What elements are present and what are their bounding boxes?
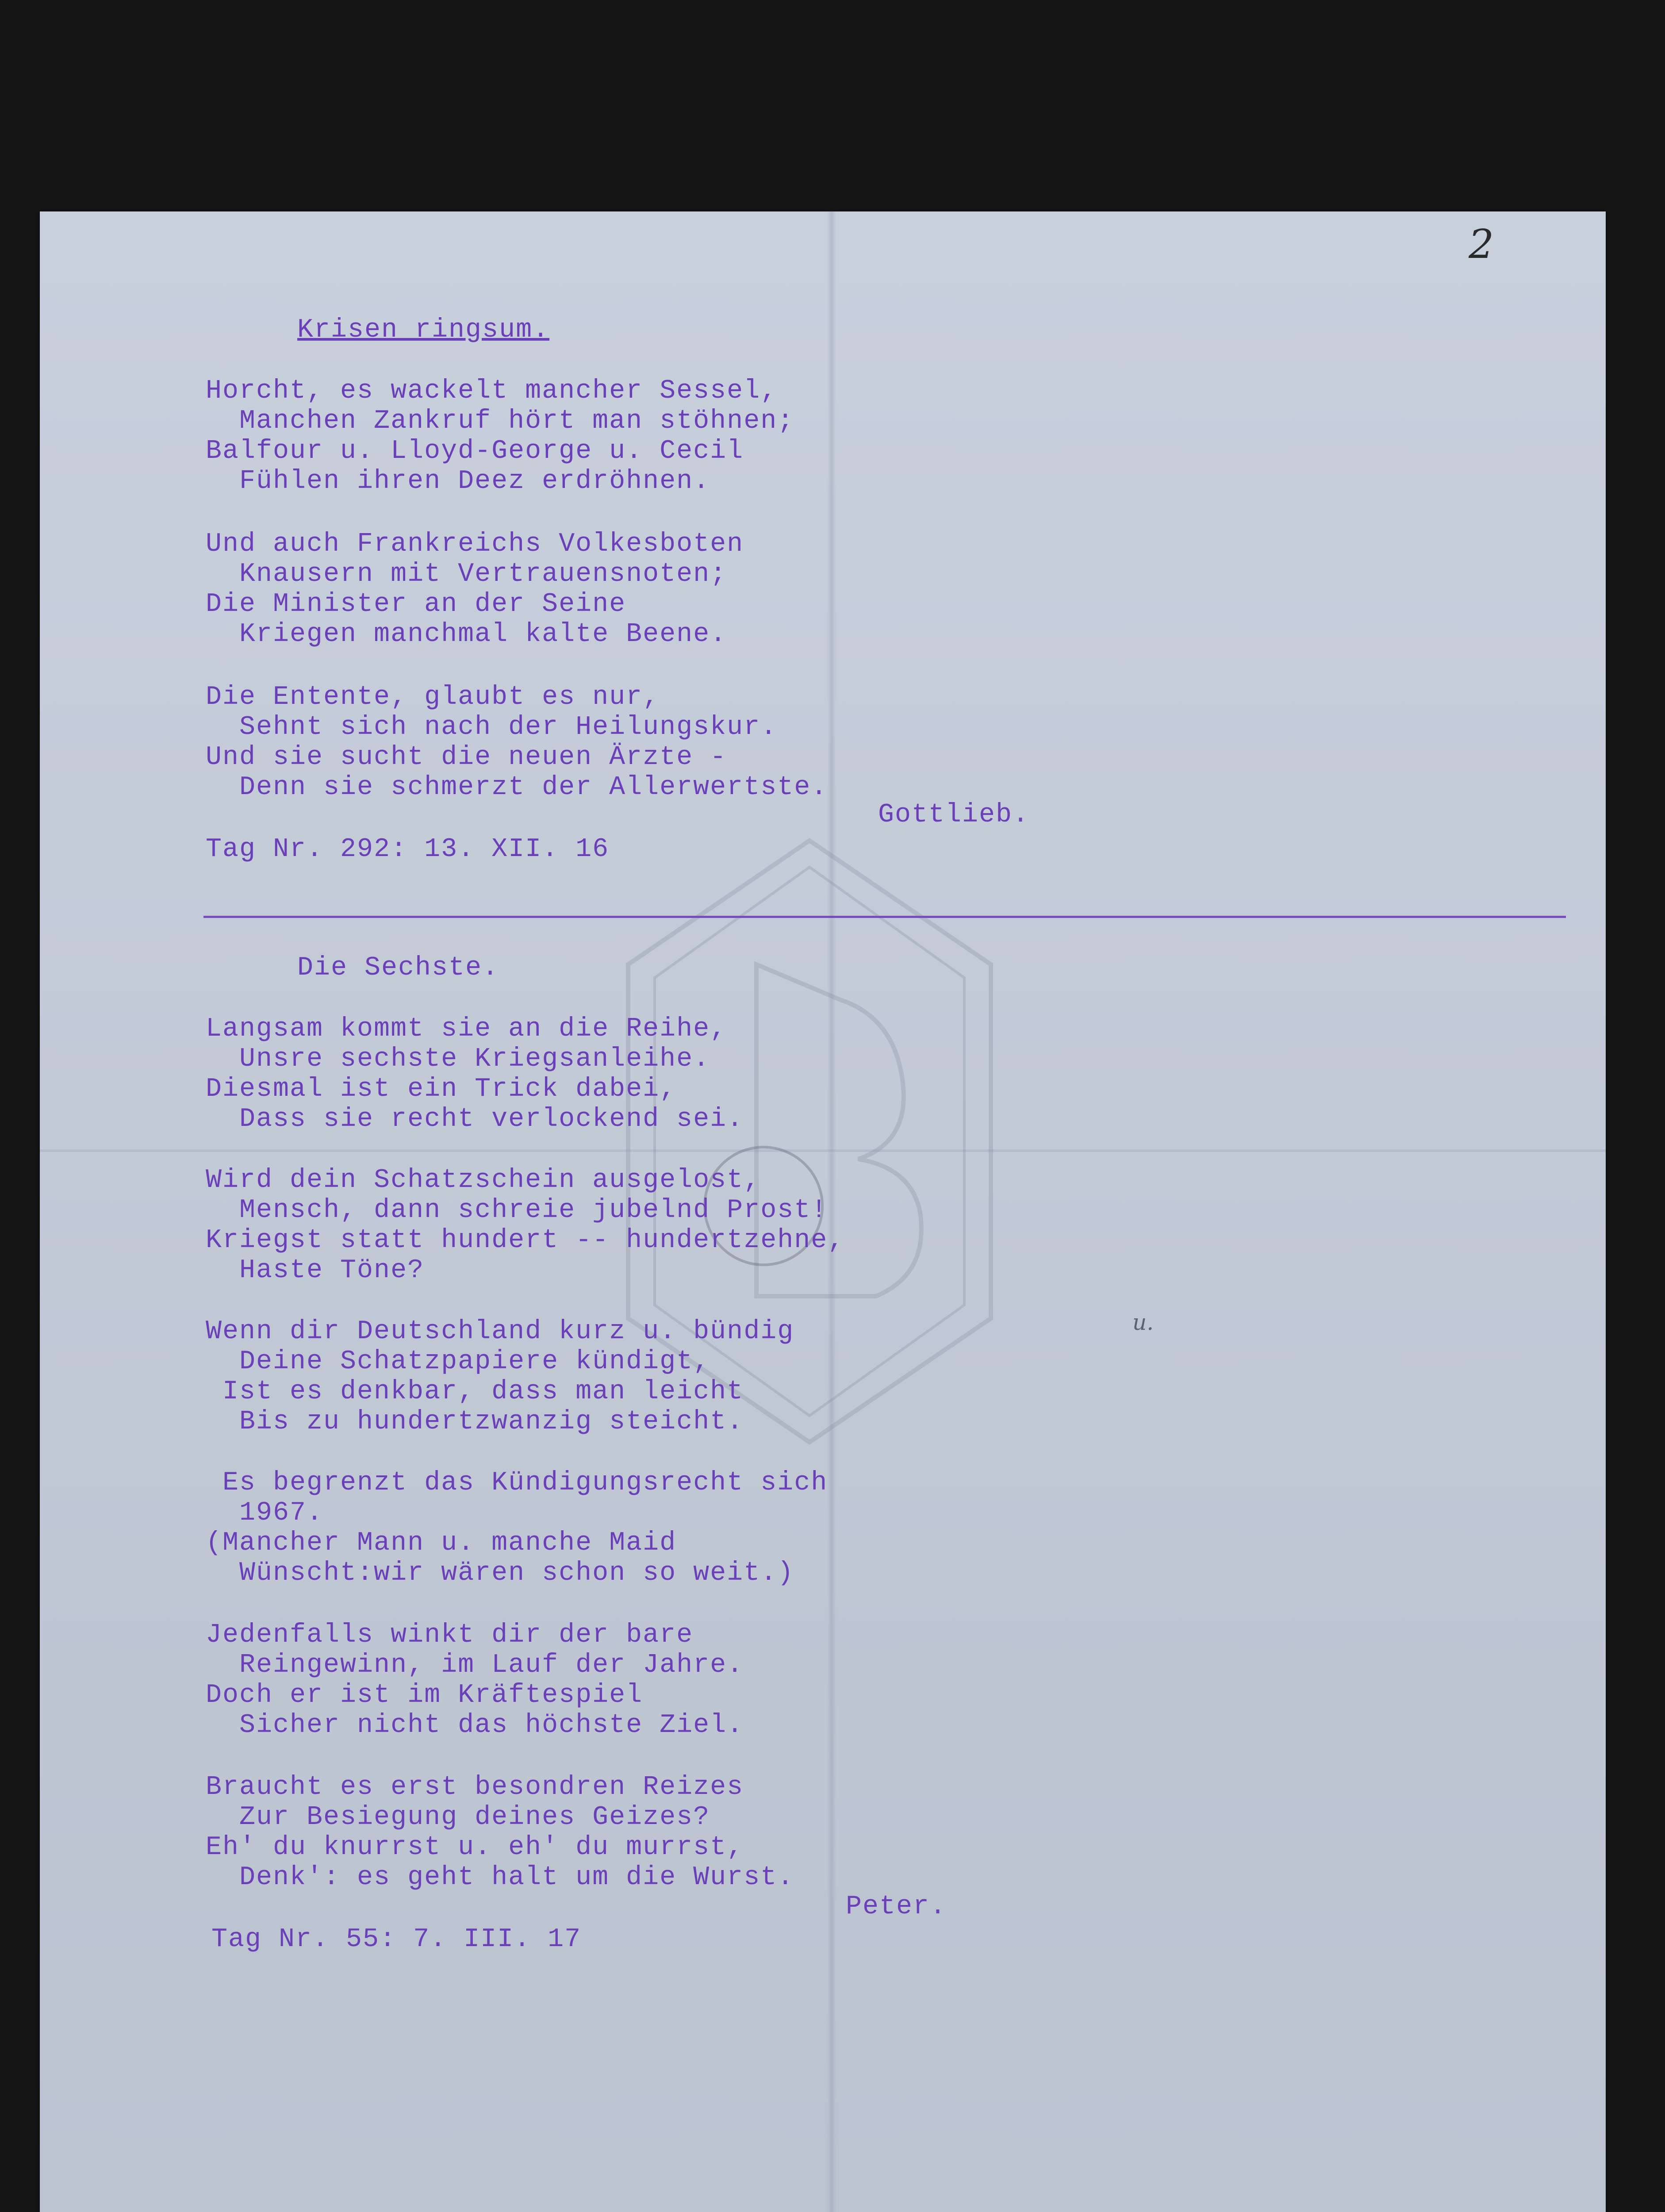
verse-line: Wird dein Schatzschein ausgelost,	[206, 1165, 761, 1195]
verse-line: Fühlen ihren Deez erdröhnen.	[206, 466, 710, 496]
poem2-author: Peter.	[846, 1892, 947, 1922]
verse-line: Wünscht:wir wären schon so weit.)	[206, 1558, 794, 1588]
poem2-source: Tag Nr. 55: 7. III. 17	[211, 1924, 582, 1955]
verse-line: Denk': es geht halt um die Wurst.	[206, 1863, 794, 1893]
verse-line: Unsre sechste Kriegsanleihe.	[206, 1044, 710, 1074]
verse-line: Denn sie schmerzt der Allerwertste.	[206, 772, 828, 803]
verse-line: Haste Töne?	[206, 1256, 425, 1286]
verse-line: Ist es denkbar, dass man leicht	[206, 1377, 744, 1407]
verse-line: Eh' du knurrst u. eh' du murrst,	[206, 1832, 744, 1863]
pencil-note: u.	[1132, 1310, 1154, 1335]
poem1-stanza-1	[206, 376, 794, 496]
verse-line: Diesmal ist ein Trick dabei,	[206, 1074, 677, 1104]
verse-line: Kriegst statt hundert -- hundertzehne,	[206, 1225, 845, 1256]
verse-line: Es begrenzt das Kündigungsrecht sich	[206, 1468, 828, 1498]
poem2-stanza-3	[206, 1317, 794, 1437]
verse-line: Knausern mit Vertrauensnoten;	[206, 559, 727, 589]
verse-line: Braucht es erst besondren Reizes	[206, 1772, 744, 1802]
poem2-stanza-6	[206, 1772, 794, 1893]
verse-line: (Mancher Mann u. manche Maid	[206, 1528, 677, 1558]
verse-line: Sicher nicht das höchste Ziel.	[206, 1710, 744, 1740]
verse-line: Bis zu hundertzwanzig steicht.	[206, 1407, 744, 1437]
poem1-stanza-2	[206, 529, 744, 649]
verse-line: Und sie sucht die neuen Ärzte -	[206, 742, 727, 772]
poem2-stanza-1	[206, 1014, 744, 1134]
verse-line: Langsam kommt sie an die Reihe,	[206, 1014, 727, 1044]
section-divider	[203, 916, 1566, 918]
verse-line: Und auch Frankreichs Volkesboten	[206, 529, 744, 559]
poem1-stanza-3	[206, 682, 828, 803]
poem1-author: Gottlieb.	[878, 800, 1030, 830]
verse-line: Manchen Zankruf hört man stöhnen;	[206, 406, 794, 436]
poem2-stanza-4	[206, 1468, 828, 1588]
verse-line: Sehnt sich nach der Heilungskur.	[206, 712, 778, 742]
verse-line: Dass sie recht verlockend sei.	[206, 1104, 744, 1134]
verse-line: 1967.	[206, 1498, 324, 1528]
verse-line: Zur Besiegung deines Geizes?	[206, 1802, 710, 1832]
verse-line: Jedenfalls winkt dir der bare	[206, 1620, 694, 1650]
poem1-title: Krisen ringsum.	[297, 315, 550, 345]
verse-line: Doch er ist im Kräftespiel	[206, 1680, 643, 1710]
poem2-stanza-2	[206, 1165, 844, 1286]
verse-line: Balfour u. Lloyd-George u. Cecil	[206, 436, 744, 466]
poem2-stanza-5	[206, 1620, 744, 1740]
verse-line: Deine Schatzpapiere kündigt,	[206, 1347, 710, 1377]
poem1-source: Tag Nr. 292: 13. XII. 16	[206, 834, 610, 864]
verse-line: Horcht, es wackelt mancher Sessel,	[206, 376, 778, 406]
page-number: 2	[1469, 221, 1494, 268]
verse-line: Reingewinn, im Lauf der Jahre.	[206, 1650, 744, 1680]
poem2-title: Die Sechste.	[297, 953, 499, 983]
verse-line: Mensch, dann schreie jubelnd Prost!	[206, 1195, 828, 1225]
verse-line: Die Minister an der Seine	[206, 589, 626, 619]
verse-line: Kriegen manchmal kalte Beene.	[206, 619, 727, 649]
verse-line: Wenn dir Deutschland kurz u. bündig	[206, 1317, 794, 1347]
verse-line: Die Entente, glaubt es nur,	[206, 682, 660, 712]
